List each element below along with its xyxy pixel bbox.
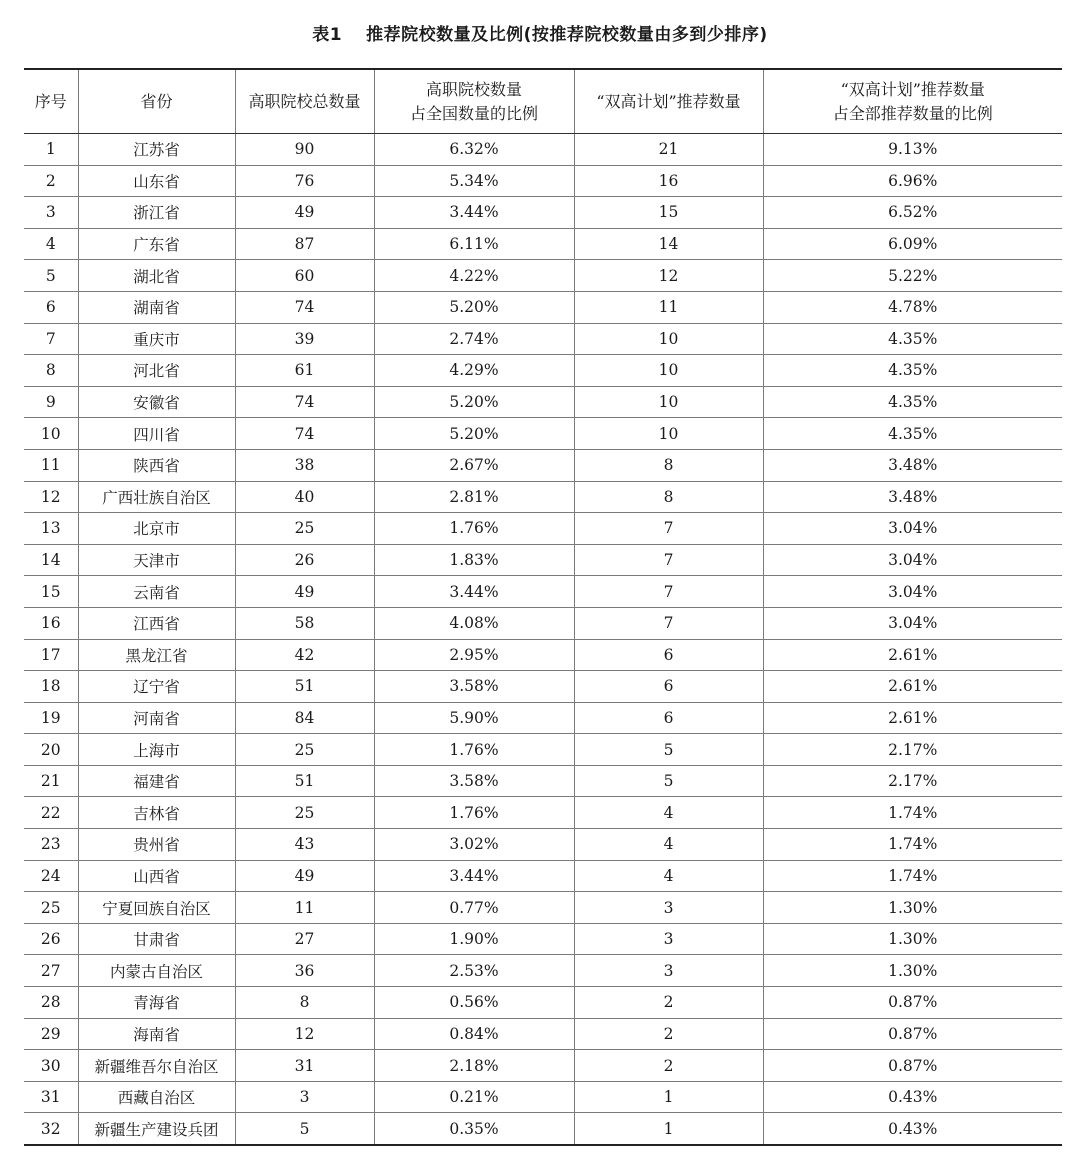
cell-recommended-share: 4.35%: [763, 386, 1062, 418]
cell-national-share: 5.20%: [374, 386, 574, 418]
cell-index: 29: [24, 1018, 78, 1050]
cell-index: 24: [24, 860, 78, 892]
cell-province: 浙江省: [78, 197, 235, 229]
header-recommended-share: [763, 69, 1062, 134]
table-caption: [0, 20, 1080, 45]
table-row: [24, 892, 1062, 924]
cell-total: 60: [235, 260, 374, 292]
cell-index: 19: [24, 702, 78, 734]
cell-recommended: 21: [574, 134, 763, 166]
cell-total: 51: [235, 765, 374, 797]
cell-national-share: 5.90%: [374, 702, 574, 734]
cell-province: 广东省: [78, 228, 235, 260]
cell-index: 31: [24, 1081, 78, 1113]
cell-index: 26: [24, 923, 78, 955]
cell-recommended: 1: [574, 1113, 763, 1145]
cell-recommended: 7: [574, 576, 763, 608]
cell-total: 31: [235, 1050, 374, 1082]
cell-province: 天津市: [78, 544, 235, 576]
cell-national-share: 2.74%: [374, 323, 574, 355]
cell-recommended-share: 3.04%: [763, 513, 1062, 545]
cell-province: 广西壮族自治区: [78, 481, 235, 513]
cell-index: 14: [24, 544, 78, 576]
cell-recommended-share: 0.87%: [763, 1018, 1062, 1050]
cell-province: 陕西省: [78, 449, 235, 481]
cell-province: 江苏省: [78, 134, 235, 166]
cell-national-share: 4.08%: [374, 607, 574, 639]
cell-index: 28: [24, 987, 78, 1019]
cell-total: 58: [235, 607, 374, 639]
header-index: 序号: [24, 69, 78, 134]
cell-total: 36: [235, 955, 374, 987]
cell-national-share: 3.58%: [374, 671, 574, 703]
cell-province: 河北省: [78, 355, 235, 387]
cell-recommended: 14: [574, 228, 763, 260]
cell-index: 27: [24, 955, 78, 987]
cell-recommended: 6: [574, 639, 763, 671]
cell-recommended: 7: [574, 607, 763, 639]
cell-province: 内蒙古自治区: [78, 955, 235, 987]
cell-index: 15: [24, 576, 78, 608]
cell-index: 12: [24, 481, 78, 513]
cell-recommended: 3: [574, 892, 763, 924]
cell-recommended-share: 2.17%: [763, 765, 1062, 797]
cell-recommended: 16: [574, 165, 763, 197]
cell-recommended-share: 2.61%: [763, 702, 1062, 734]
cell-province: 江西省: [78, 607, 235, 639]
cell-province: 湖北省: [78, 260, 235, 292]
cell-national-share: 2.53%: [374, 955, 574, 987]
cell-recommended: 8: [574, 481, 763, 513]
cell-recommended-share: 2.61%: [763, 639, 1062, 671]
cell-recommended-share: 5.22%: [763, 260, 1062, 292]
cell-province: 贵州省: [78, 829, 235, 861]
cell-national-share: 0.56%: [374, 987, 574, 1019]
cell-recommended-share: 4.35%: [763, 355, 1062, 387]
table-title: 推荐院校数量及比例(按推荐院校数量由多到少排序): [366, 25, 768, 45]
table-row: [24, 671, 1062, 703]
cell-recommended: 10: [574, 355, 763, 387]
cell-recommended: 4: [574, 829, 763, 861]
cell-index: 7: [24, 323, 78, 355]
cell-total: 61: [235, 355, 374, 387]
cell-index: 5: [24, 260, 78, 292]
cell-recommended: 10: [574, 323, 763, 355]
header-recommended-share-line1: “双高计划”推荐数量: [840, 79, 985, 99]
cell-province: 甘肃省: [78, 923, 235, 955]
cell-recommended: 4: [574, 860, 763, 892]
header-national-share-line1: 高职院校数量: [425, 79, 522, 99]
cell-index: 21: [24, 765, 78, 797]
cell-total: 40: [235, 481, 374, 513]
table-row: [24, 323, 1062, 355]
cell-total: 39: [235, 323, 374, 355]
cell-recommended-share: 2.61%: [763, 671, 1062, 703]
header-recommended: “双高计划”推荐数量: [574, 69, 763, 134]
page-bottom-margin: [0, 1152, 1080, 1173]
cell-total: 49: [235, 197, 374, 229]
cell-recommended-share: 3.04%: [763, 544, 1062, 576]
header-national-share-line2: 占全国数量的比例: [409, 103, 538, 123]
cell-recommended-share: 3.04%: [763, 576, 1062, 608]
table-row: [24, 1081, 1062, 1113]
cell-total: 84: [235, 702, 374, 734]
table-row: [24, 860, 1062, 892]
cell-total: 49: [235, 576, 374, 608]
table-row: [24, 765, 1062, 797]
cell-national-share: 3.44%: [374, 197, 574, 229]
cell-recommended: 12: [574, 260, 763, 292]
cell-total: 3: [235, 1081, 374, 1113]
cell-national-share: 2.67%: [374, 449, 574, 481]
cell-recommended: 3: [574, 923, 763, 955]
cell-recommended: 15: [574, 197, 763, 229]
cell-index: 20: [24, 734, 78, 766]
header-row: [24, 69, 1062, 134]
cell-recommended: 7: [574, 544, 763, 576]
cell-total: 90: [235, 134, 374, 166]
cell-national-share: 5.20%: [374, 418, 574, 450]
cell-recommended: 11: [574, 291, 763, 323]
cell-province: 新疆生产建设兵团: [78, 1113, 235, 1145]
cell-national-share: 4.29%: [374, 355, 574, 387]
table-label: 表1: [312, 25, 343, 45]
table-row: [24, 418, 1062, 450]
cell-national-share: 3.58%: [374, 765, 574, 797]
cell-total: 74: [235, 418, 374, 450]
cell-province: 黑龙江省: [78, 639, 235, 671]
table-row: [24, 386, 1062, 418]
table-row: [24, 955, 1062, 987]
cell-national-share: 6.11%: [374, 228, 574, 260]
cell-recommended-share: 6.52%: [763, 197, 1062, 229]
cell-national-share: 1.90%: [374, 923, 574, 955]
cell-total: 74: [235, 386, 374, 418]
cell-recommended: 2: [574, 987, 763, 1019]
cell-recommended-share: 4.78%: [763, 291, 1062, 323]
cell-province: 西藏自治区: [78, 1081, 235, 1113]
cell-total: 12: [235, 1018, 374, 1050]
cell-national-share: 2.81%: [374, 481, 574, 513]
table-row: [24, 291, 1062, 323]
table-row: [24, 987, 1062, 1019]
table-row: [24, 228, 1062, 260]
cell-total: 25: [235, 797, 374, 829]
cell-index: 2: [24, 165, 78, 197]
cell-recommended: 8: [574, 449, 763, 481]
cell-province: 安徽省: [78, 386, 235, 418]
header-total: 高职院校总数量: [235, 69, 374, 134]
cell-index: 25: [24, 892, 78, 924]
cell-total: 87: [235, 228, 374, 260]
cell-recommended-share: 6.09%: [763, 228, 1062, 260]
cell-total: 8: [235, 987, 374, 1019]
cell-index: 9: [24, 386, 78, 418]
cell-index: 1: [24, 134, 78, 166]
table-row: [24, 797, 1062, 829]
cell-recommended: 1: [574, 1081, 763, 1113]
cell-national-share: 1.83%: [374, 544, 574, 576]
table-row: [24, 260, 1062, 292]
table-row: [24, 1113, 1062, 1145]
table-row: [24, 829, 1062, 861]
cell-province: 青海省: [78, 987, 235, 1019]
cell-recommended-share: 3.48%: [763, 481, 1062, 513]
cell-province: 北京市: [78, 513, 235, 545]
cell-recommended-share: 1.74%: [763, 860, 1062, 892]
cell-province: 上海市: [78, 734, 235, 766]
table-row: [24, 165, 1062, 197]
cell-index: 8: [24, 355, 78, 387]
cell-national-share: 0.77%: [374, 892, 574, 924]
cell-index: 6: [24, 291, 78, 323]
table-row: [24, 355, 1062, 387]
cell-national-share: 3.02%: [374, 829, 574, 861]
cell-recommended-share: 1.74%: [763, 829, 1062, 861]
cell-province: 辽宁省: [78, 671, 235, 703]
table-row: [24, 702, 1062, 734]
cell-total: 76: [235, 165, 374, 197]
cell-province: 海南省: [78, 1018, 235, 1050]
cell-recommended-share: 0.43%: [763, 1113, 1062, 1145]
cell-national-share: 1.76%: [374, 797, 574, 829]
table-row: [24, 1018, 1062, 1050]
cell-recommended: 5: [574, 734, 763, 766]
header-recommended-share-line2: 占全部推荐数量的比例: [832, 103, 993, 123]
table-row: [24, 513, 1062, 545]
cell-recommended: 6: [574, 671, 763, 703]
cell-province: 湖南省: [78, 291, 235, 323]
cell-total: 43: [235, 829, 374, 861]
cell-national-share: 1.76%: [374, 734, 574, 766]
cell-province: 吉林省: [78, 797, 235, 829]
cell-index: 22: [24, 797, 78, 829]
cell-province: 新疆维吾尔自治区: [78, 1050, 235, 1082]
cell-recommended: 10: [574, 386, 763, 418]
cell-index: 13: [24, 513, 78, 545]
cell-total: 26: [235, 544, 374, 576]
cell-recommended: 5: [574, 765, 763, 797]
cell-total: 27: [235, 923, 374, 955]
cell-recommended: 4: [574, 797, 763, 829]
table-row: [24, 576, 1062, 608]
cell-recommended: 2: [574, 1018, 763, 1050]
cell-total: 11: [235, 892, 374, 924]
cell-national-share: 3.44%: [374, 860, 574, 892]
cell-index: 23: [24, 829, 78, 861]
cell-total: 42: [235, 639, 374, 671]
cell-province: 山东省: [78, 165, 235, 197]
cell-index: 18: [24, 671, 78, 703]
cell-recommended: 2: [574, 1050, 763, 1082]
cell-province: 河南省: [78, 702, 235, 734]
cell-recommended: 3: [574, 955, 763, 987]
table-row: [24, 1050, 1062, 1082]
cell-recommended-share: 1.30%: [763, 955, 1062, 987]
cell-recommended-share: 0.87%: [763, 1050, 1062, 1082]
cell-total: 49: [235, 860, 374, 892]
cell-national-share: 0.35%: [374, 1113, 574, 1145]
cell-total: 5: [235, 1113, 374, 1145]
header-national-share: [374, 69, 574, 134]
table-row: [24, 923, 1062, 955]
cell-national-share: 4.22%: [374, 260, 574, 292]
cell-province: 山西省: [78, 860, 235, 892]
cell-province: 重庆市: [78, 323, 235, 355]
cell-national-share: 2.95%: [374, 639, 574, 671]
cell-province: 云南省: [78, 576, 235, 608]
cell-national-share: 6.32%: [374, 134, 574, 166]
table-row: [24, 481, 1062, 513]
cell-total: 25: [235, 734, 374, 766]
table-row: [24, 734, 1062, 766]
cell-total: 74: [235, 291, 374, 323]
table-row: [24, 449, 1062, 481]
cell-national-share: 3.44%: [374, 576, 574, 608]
cell-index: 30: [24, 1050, 78, 1082]
cell-national-share: 0.84%: [374, 1018, 574, 1050]
cell-recommended-share: 3.48%: [763, 449, 1062, 481]
cell-recommended-share: 6.96%: [763, 165, 1062, 197]
recommendation-table: [24, 68, 1062, 1146]
cell-total: 51: [235, 671, 374, 703]
cell-recommended: 7: [574, 513, 763, 545]
cell-index: 32: [24, 1113, 78, 1145]
cell-recommended-share: 1.74%: [763, 797, 1062, 829]
cell-national-share: 5.34%: [374, 165, 574, 197]
cell-recommended-share: 3.04%: [763, 607, 1062, 639]
cell-index: 4: [24, 228, 78, 260]
table-body: [24, 134, 1062, 1146]
cell-province: 宁夏回族自治区: [78, 892, 235, 924]
cell-index: 16: [24, 607, 78, 639]
table-row: [24, 544, 1062, 576]
cell-recommended: 10: [574, 418, 763, 450]
cell-recommended-share: 0.87%: [763, 987, 1062, 1019]
table-row: [24, 134, 1062, 166]
cell-recommended-share: 1.30%: [763, 923, 1062, 955]
cell-province: 四川省: [78, 418, 235, 450]
cell-index: 17: [24, 639, 78, 671]
cell-national-share: 2.18%: [374, 1050, 574, 1082]
cell-recommended-share: 1.30%: [763, 892, 1062, 924]
cell-recommended-share: 9.13%: [763, 134, 1062, 166]
table-row: [24, 639, 1062, 671]
cell-national-share: 0.21%: [374, 1081, 574, 1113]
cell-national-share: 1.76%: [374, 513, 574, 545]
cell-recommended-share: 0.43%: [763, 1081, 1062, 1113]
cell-recommended: 6: [574, 702, 763, 734]
cell-index: 11: [24, 449, 78, 481]
cell-national-share: 5.20%: [374, 291, 574, 323]
cell-total: 38: [235, 449, 374, 481]
table-row: [24, 197, 1062, 229]
table-row: [24, 607, 1062, 639]
cell-province: 福建省: [78, 765, 235, 797]
cell-index: 10: [24, 418, 78, 450]
cell-recommended-share: 4.35%: [763, 418, 1062, 450]
header-province: 省份: [78, 69, 235, 134]
table-header: [24, 69, 1062, 134]
cell-recommended-share: 2.17%: [763, 734, 1062, 766]
cell-index: 3: [24, 197, 78, 229]
cell-total: 25: [235, 513, 374, 545]
cell-recommended-share: 4.35%: [763, 323, 1062, 355]
